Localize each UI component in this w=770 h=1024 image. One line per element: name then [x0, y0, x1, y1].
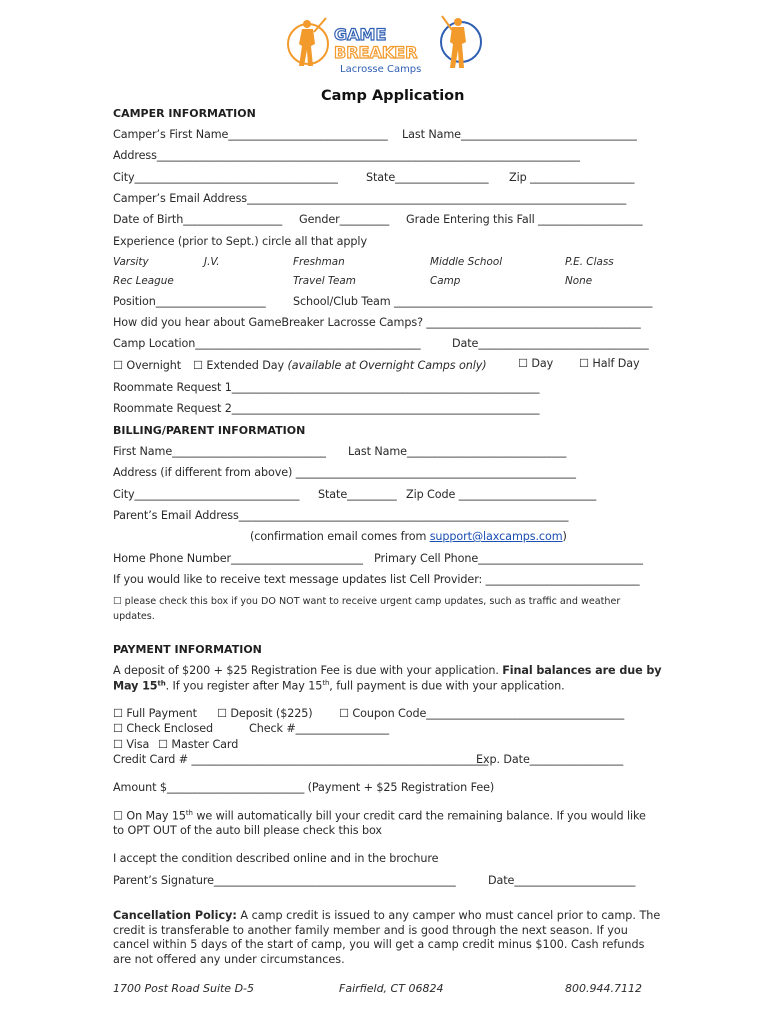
- th-superscript-3: th: [185, 809, 193, 817]
- experience-label: Experience (prior to Sept.) circle all that apply: [113, 235, 367, 248]
- extended-day-option[interactable]: [193, 359, 487, 372]
- cell-phone-field[interactable]: Primary Cell Phone______________________________: [374, 552, 643, 565]
- extended-day-label: Extended Day: [206, 359, 284, 372]
- may-15-text: May 15: [113, 679, 158, 693]
- checkbox-icon[interactable]: ☐: [113, 809, 123, 823]
- mastercard-option[interactable]: [158, 738, 238, 751]
- exp-option-jv[interactable]: J.V.: [204, 256, 220, 268]
- cancellation-policy: [113, 909, 661, 967]
- checkbox-icon[interactable]: ☐: [158, 738, 168, 751]
- deposit-text: A deposit of $200 + $25 Registration Fee is due with your application.: [113, 664, 499, 677]
- parent-first-name-field[interactable]: First Name____________________________: [113, 445, 326, 458]
- camper-last-name-field[interactable]: Last Name________________________________: [402, 128, 637, 141]
- checkbox-icon[interactable]: ☐: [113, 359, 123, 372]
- coupon-code-field[interactable]: Coupon Code____________________________________: [352, 707, 625, 720]
- overnight-label: Overnight: [126, 359, 181, 372]
- confirmation-suffix: ): [562, 530, 567, 543]
- visa-label: Visa: [126, 738, 150, 751]
- parent-signature-field[interactable]: Parent’s Signature____________________________________________: [113, 874, 456, 887]
- opt-out-text: please check this box if you DO NOT want to receive urgent camp updates, such as traffic and weather: [124, 596, 621, 607]
- position-field[interactable]: Position____________________: [113, 295, 266, 308]
- parent-city-field[interactable]: City______________________________: [113, 488, 300, 501]
- exp-option-none[interactable]: None: [565, 275, 593, 287]
- mastercard-label: Master Card: [171, 738, 239, 751]
- cancellation-policy-label: Cancellation Policy:: [113, 909, 237, 922]
- camper-zip-field[interactable]: Zip ___________________: [509, 171, 635, 184]
- footer-phone: 800.944.7112: [565, 982, 642, 995]
- exp-option-rec-league[interactable]: Rec League: [113, 275, 174, 287]
- check-enclosed-option[interactable]: [113, 722, 213, 735]
- exp-option-pe-class[interactable]: P.E. Class: [565, 256, 614, 268]
- autobill-text-line2: to OPT OUT of the auto bill please check this box: [113, 824, 382, 837]
- day-option[interactable]: [518, 357, 553, 370]
- billing-section-header: BILLING/PARENT INFORMATION: [113, 424, 306, 437]
- cancellation-policy-text: A camp credit is issued to any camper who must cancel prior to camp. The credit is transferable to another family member and is good through the next season. If you cancel within 5 days of the start of camp, you will get a camp credit minus $100. Cash refunds are not offered any under circumstances.: [113, 909, 661, 966]
- home-phone-field[interactable]: Home Phone Number________________________: [113, 552, 363, 565]
- checkbox-icon[interactable]: ☐: [113, 722, 123, 735]
- full-payment-option[interactable]: [113, 707, 197, 720]
- logo-line1: GAME: [334, 25, 387, 44]
- exp-option-freshman[interactable]: Freshman: [293, 256, 345, 268]
- deposit-option[interactable]: [217, 707, 313, 720]
- footer-city: Fairfield, CT 06824: [339, 982, 444, 995]
- accept-conditions-text: I accept the condition described online and in the brochure: [113, 852, 439, 865]
- dob-field[interactable]: Date of Birth__________________: [113, 213, 283, 226]
- camper-section-header: CAMPER INFORMATION: [113, 107, 256, 120]
- parent-state-field[interactable]: State_________: [318, 488, 397, 501]
- credit-card-field[interactable]: Credit Card # ______________________________________________________: [113, 753, 489, 766]
- camper-first-name-field[interactable]: Camper’s First Name_____________________________: [113, 128, 388, 141]
- camper-state-field[interactable]: State_________________: [366, 171, 489, 184]
- grade-field[interactable]: Grade Entering this Fall ___________________: [406, 213, 643, 226]
- day-label: Day: [531, 357, 554, 370]
- exp-date-field[interactable]: Exp. Date_________________: [476, 753, 624, 766]
- logo-line3: Lacrosse Camps: [340, 64, 422, 75]
- page-title: Camp Application: [321, 88, 465, 104]
- roommate-1-field[interactable]: Roommate Request 1________________________________________________________: [113, 381, 540, 394]
- parent-address-field[interactable]: Address (if different from above) ___________________________________________________: [113, 466, 576, 479]
- exp-option-middle-school[interactable]: Middle School: [430, 256, 503, 268]
- camper-city-field[interactable]: City_____________________________________: [113, 171, 338, 184]
- check-number-field[interactable]: Check #_________________: [249, 722, 390, 735]
- camper-email-field[interactable]: Camper’s Email Address_____________________________________________________________________: [113, 192, 627, 205]
- autobill-text-b: we will automatically bill your credit card the remaining balance. If you would like: [192, 809, 646, 823]
- check-enclosed-label: Check Enclosed: [126, 722, 214, 735]
- autobill-text-a: On May 15: [126, 809, 186, 823]
- support-email-link[interactable]: support@laxcamps.com: [429, 530, 563, 543]
- autobill-note[interactable]: [113, 809, 646, 823]
- opt-out-text-2: updates.: [113, 611, 155, 622]
- checkbox-icon[interactable]: ☐: [339, 707, 349, 720]
- register-note: [113, 679, 565, 693]
- camp-location-field[interactable]: Camp Location_________________________________________: [113, 337, 421, 350]
- coupon-option[interactable]: [339, 707, 624, 720]
- exp-option-varsity[interactable]: Varsity: [113, 256, 149, 268]
- roommate-2-field[interactable]: Roommate Request 2________________________________________________________: [113, 402, 540, 415]
- checkbox-icon[interactable]: ☐: [193, 359, 203, 372]
- register-after-text-2: , full payment is due with your application.: [329, 679, 565, 693]
- gamebreaker-logo: [286, 14, 486, 86]
- checkbox-icon[interactable]: ☐: [113, 707, 123, 720]
- camper-address-field[interactable]: Address_____________________________________________________________________________: [113, 149, 580, 162]
- overnight-option[interactable]: [113, 359, 181, 372]
- opt-out-updates[interactable]: [113, 594, 620, 624]
- confirmation-note: [250, 530, 567, 543]
- confirmation-prefix: (confirmation email comes from: [250, 530, 430, 543]
- extended-day-note: (available at Overnight Camps only): [287, 359, 487, 372]
- camp-date-field[interactable]: Date_______________________________: [452, 337, 649, 350]
- th-superscript: th: [157, 679, 166, 687]
- payment-section-header: PAYMENT INFORMATION: [113, 643, 262, 656]
- cell-provider-field[interactable]: If you would like to receive text message updates list Cell Provider: ____________________________: [113, 573, 640, 586]
- register-after-text: . If you register after May 15: [165, 679, 323, 693]
- how-heard-field[interactable]: How did you hear about GameBreaker Lacrosse Camps? _______________________________________: [113, 316, 641, 329]
- school-club-field[interactable]: School/Club Team _______________________________________________: [293, 295, 653, 308]
- signature-date-field[interactable]: Date______________________: [488, 874, 636, 887]
- deposit-label: Deposit ($225): [230, 707, 313, 720]
- half-day-option[interactable]: [579, 357, 640, 370]
- deposit-note: [113, 664, 661, 677]
- checkbox-icon[interactable]: ☐: [113, 596, 122, 607]
- checkbox-icon[interactable]: ☐: [518, 357, 528, 370]
- final-balance-text: Final balances are due by: [502, 664, 662, 677]
- parent-zip-field[interactable]: Zip Code _________________________: [406, 488, 597, 501]
- exp-option-travel-team[interactable]: Travel Team: [293, 275, 356, 287]
- parent-email-field[interactable]: Parent’s Email Address____________________________________________________________: [113, 509, 569, 522]
- gender-field[interactable]: Gender_________: [299, 213, 390, 226]
- checkbox-icon[interactable]: ☐: [217, 707, 227, 720]
- th-superscript-2: th: [322, 679, 330, 687]
- checkbox-icon[interactable]: ☐: [579, 357, 589, 370]
- logo-line2: BREAKER: [334, 43, 418, 62]
- exp-option-camp[interactable]: Camp: [430, 275, 461, 287]
- parent-last-name-field[interactable]: Last Name_____________________________: [348, 445, 567, 458]
- visa-option[interactable]: [113, 738, 149, 751]
- full-payment-label: Full Payment: [126, 707, 197, 720]
- amount-field[interactable]: Amount $_________________________ (Payment + $25 Registration Fee): [113, 781, 495, 794]
- footer-address: 1700 Post Road Suite D-5: [113, 982, 255, 995]
- checkbox-icon[interactable]: ☐: [113, 738, 123, 751]
- half-day-label: Half Day: [592, 357, 640, 370]
